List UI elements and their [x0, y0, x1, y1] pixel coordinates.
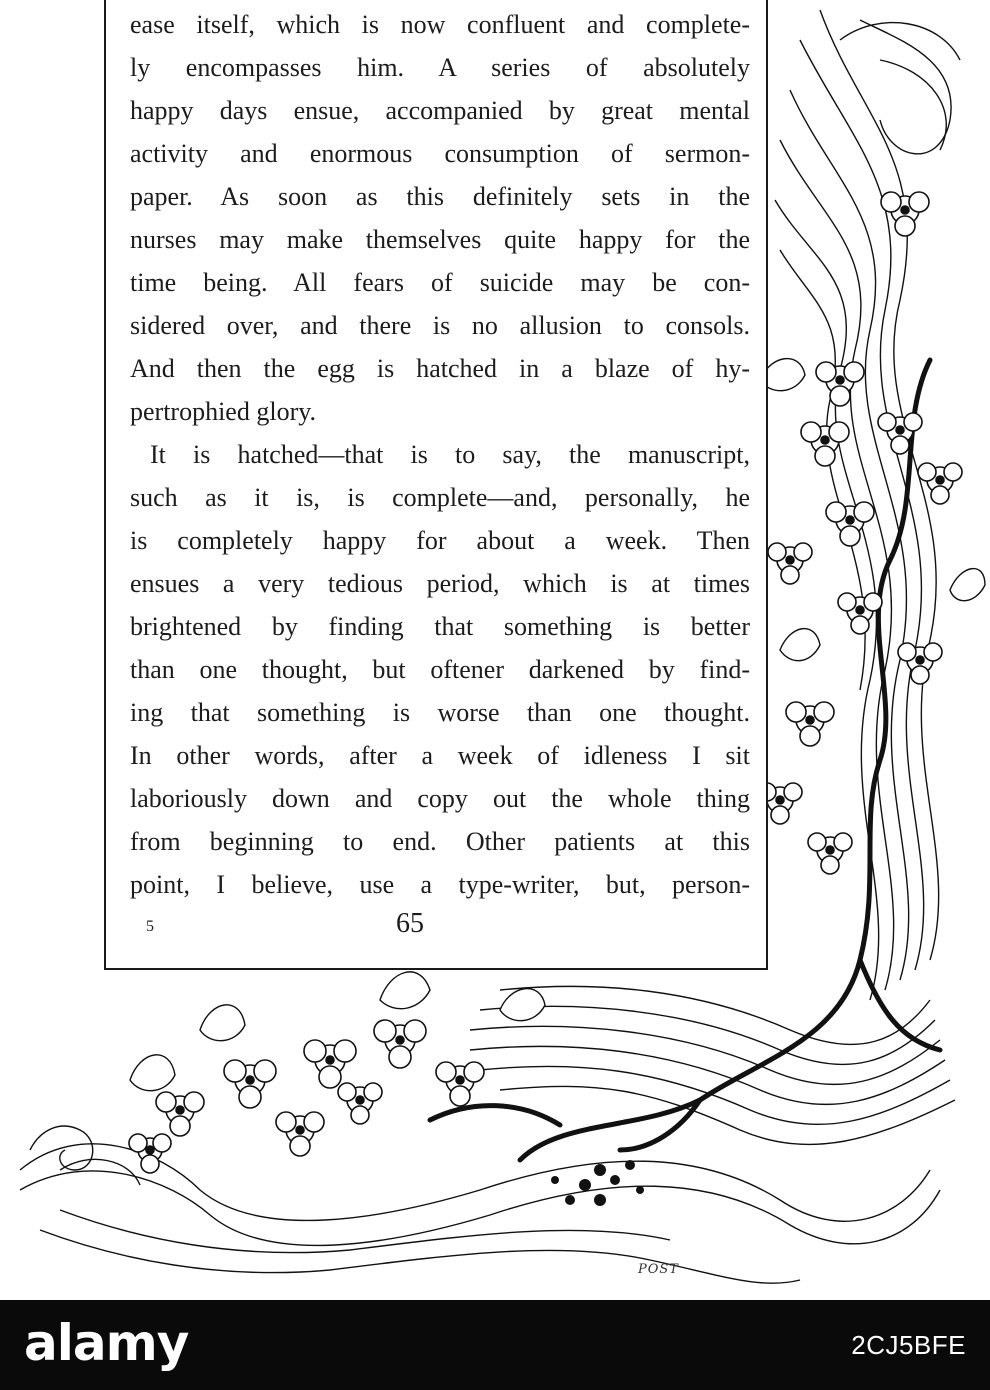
text-line: ensues a very tedious period, which is at times — [130, 569, 750, 598]
text-line: activity and enormous consumption of sermon- — [130, 139, 750, 168]
text-line: nurses may make themselves quite happy for the — [130, 225, 750, 254]
text-line: happy days ensue, accompanied by great mental — [130, 96, 750, 125]
stock-watermark-bar — [0, 1300, 990, 1390]
text-line: such as it is, is complete—and, personally, he — [130, 483, 750, 512]
page-number: 65 — [396, 908, 424, 939]
text-line: ing that something is worse than one thought. — [130, 698, 750, 727]
text-line: time being. All fears of suicide may be con- — [130, 268, 750, 297]
text-line: is completely happy for about a week. Then — [130, 526, 750, 555]
artist-signature: POST — [638, 1262, 679, 1277]
text-frame — [104, 0, 768, 970]
text-line: ease itself, which is now confluent and complete- — [130, 10, 750, 39]
text-line: sidered over, and there is no allusion to consols. — [130, 311, 750, 340]
signature-mark: 5 — [146, 918, 154, 935]
alamy-logo[interactable] — [24, 1314, 188, 1372]
text-line: paper. As soon as this definitely sets in the — [130, 182, 750, 211]
text-line: In other words, after a week of idleness I sit — [130, 741, 750, 770]
text-line: brightened by finding that something is better — [130, 612, 750, 641]
text-line: laboriously down and copy out the whole thing — [130, 784, 750, 813]
text-line: ly encompasses him. A series of absolutely — [130, 53, 750, 82]
image-id: 2CJ5BFE — [851, 1330, 966, 1360]
text-line: It is hatched—that is to say, the manuscript, — [150, 440, 750, 469]
text-line: from beginning to end. Other patients at this — [130, 827, 750, 856]
text-line: And then the egg is hatched in a blaze of hy- — [130, 354, 750, 383]
text-line: pertrophied glory. — [130, 397, 317, 426]
text-line: than one thought, but oftener darkened by find- — [130, 655, 750, 684]
text-line: point, I believe, use a type-writer, but, person- — [130, 870, 750, 899]
logo-text: alamy — [24, 1314, 189, 1372]
